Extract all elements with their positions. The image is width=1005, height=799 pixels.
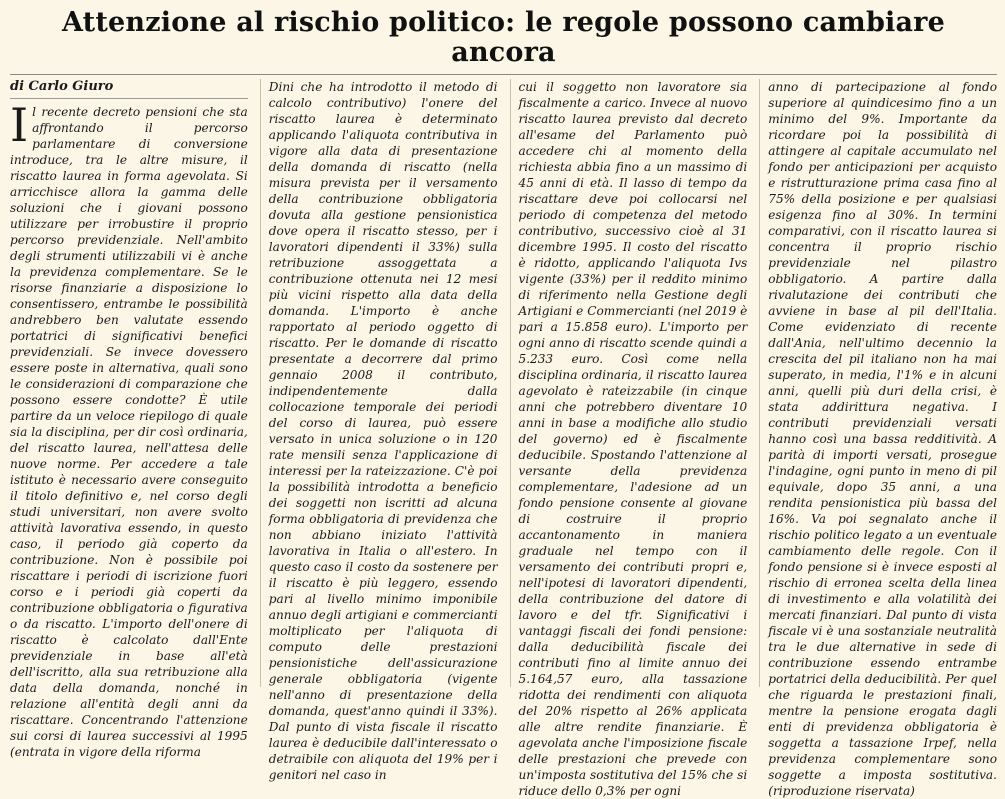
dropcap: I — [10, 98, 29, 152]
column-2-text: Dini che ha introdotto il metodo di calcolo contributivo) l'onere del riscatto laurea è determinato applicando l'aliquota contributiva in vigore alla data di presentazione della domanda di riscatto (nella misura prevista per il versamento della contribuzione obbligatoria dovuta alla gestione pensionistica dove opera il riscatto stesso, per i lavoratori dipendenti il 33%) sulla retribuzione assoggettata a contribuzione ottenuta nei 12 mesi più vicini rispetto alla data della domanda. L'importo è anche rapportato al periodo oggetto di riscatto. Per le domande di riscatto presentate a decorrere dal primo gennaio 2008 il contributo, indipendentemente dalla collocazione temporale dei periodi del corso di laurea, può essere versato in unica soluzione o in 120 rate mensili senza l'applicazione di interessi per la rateizzazione. C'è poi la possibilità introdotta a beneficio dei soggetti non iscritti ad alcuna forma obbligatoria di previdenza che non abbiano iniziato l'attività lavorativa in Italia o all'estero. In questo caso il costo da sostenere per il riscatto è più leggero, essendo pari al livello minimo imponibile annuo degli artigiani e commercianti moltiplicato per l'aliquota di computo delle prestazioni pensionistiche dell'assicurazione generale obbligatoria (vigente nell'anno di presentazione della domanda, quest'anno quindi il 33%). Dal punto di vista fiscale il riscatto laurea è deducibile dall'interessato o detraibile con aliquota del 19% per i genitori nel caso in — [268, 80, 498, 782]
article-body — [10, 74, 997, 798]
headline: Attenzione al rischio politico: le regole possono cambiare ancora — [62, 7, 945, 68]
column-3-text: cui il soggetto non lavoratore sia fiscalmente a carico. Invece al nuovo riscatto laurea previsto dal decreto all'esame del Parlamento può accedere chi al momento della richiesta abbia fino a un massimo di 45 anni di età. Il lasso di tempo da riscattare deve poi collocarsi nel periodo di competenza del metodo contributivo, successivo cioè al 31 dicembre 1995. Il costo del riscatto è ridotto, applicando l'aliquota Ivs vigente (33%) per il reddito minimo di riferimento nella Gestione degli Artigiani e Commercianti (nel 2019 è pari a 15.858 euro). L'importo per ogni anno di riscatto scende quindi a 5.233 euro. Così come nella disciplina ordinaria, il riscatto laurea agevolato è rateizzabile (in cinque anni che potrebbero diventare 10 anni in base a modifiche allo studio del governo) ed è fiscalmente deducibile. Spostando l'attenzione al versante della previdenza complementare, l'adesione ad un fondo pensione consente al giovane di costruire il proprio accantonamento in maniera graduale nel tempo con il versamento dei contributi propri e, nell'ipotesi di lavoratori dipendenti, della contribuzione del datore di lavoro e del tfr. Significativi i vantaggi fiscali dei fondi pensione: dalla deducibilità fiscale dei contributi fino al limite annuo dei 5.164,57 euro, alla tassazione ridotta dei rendimenti con aliquota del 20% rispetto al 26% applicata alle altre rendite finanziarie. È agevolata anche l'imposizione fiscale delle prestazioni che prevede con un'imposta sostitutiva del 15% che si riduce dello 0,3% per ogni — [518, 80, 748, 798]
article-column-2 — [260, 79, 498, 782]
column-text — [10, 98, 248, 760]
column-1-text: l recente decreto pensioni che sta affrontando il percorso parlamentare di conversione introduce, tra le altre misure, il riscatto laurea in forma agevolata. Si arricchisce allora la gamma delle soluzioni che i giovani possono utilizzare per irrobustire il proprio percorso previdenziale. Nell'ambito degli strumenti utilizzabili vi è anche la previdenza complementare. Se le risorse finanziarie a disposizione lo consentissero, entrambe le possibilità andrebbero ben valutate essendo portatrici di significativi benefici previdenziali. Se invece dovessero essere poste in alternativa, quali sono le considerazioni di comparazione che possono essere condotte? È utile partire da un veloce riepilogo di quale sia la disciplina, per dir così ordinaria, del riscatto laurea, nell'attesa delle nuove norme. Per accedere a tale istituto è necessario avere conseguito il titolo definitivo e, nel corso degli studi universitari, non avere svolto attività lavorativa essendo, in questo caso, il periodo già coperto da contribuzione. Non è possibile poi riscattare i periodi di iscrizione fuori corso e i periodi già coperti da contribuzione obbligatoria o figurativa o da riscatto. L'importo dell'onere di riscatto è calcolato dall'Ente previdenziale in base all'età dell'iscritto, alla sua retribuzione alla data della domanda, nonché in relazione all'entità degli anni da riscattare. Concentrando l'attenzione sui corsi di laurea successivi al 1995 (entrata in vigore della riforma — [10, 105, 248, 759]
article-column-1 — [10, 79, 248, 759]
article-column-4 — [759, 79, 997, 798]
byline: di Carlo Giuro — [10, 79, 248, 99]
column-4-text: anno di partecipazione al fondo superiore al quindicesimo fino a un minimo del 9%. Importante da ricordare poi la possibilità di attingere al capitale accumulato nel fondo per anticipazioni per acquisto e ristrutturazione prima casa fino al 75% della posizione e per qualsiasi esigenza fino al 30%. In termini comparativi, con il riscatto laurea si concentra il proprio rischio previdenziale nel pilastro obbligatorio. A partire dalla rivalutazione dei contributi che avviene in base al pil dell'Italia. Come evidenziato di recente dall'Ania, nell'ultimo decennio la crescita del pil italiano non ha mai superato, in media, l'1% e in alcuni anni, quelli più duri della crisi, è stata addirittura negativa. I contributi previdenziali versati hanno così una bassa redditività. A parità di importi versati, prosegue l'indagine, ogni punto in meno di pil equivale, dopo 35 anni, a una rendita pensionistica più bassa del 16%. Va poi segnalato anche il rischio politico legato a un eventuale cambiamento delle regole. Con il fondo pensione si è invece esposti al rischio di erronea scelta della linea di investimento e alla volatilità dei mercati finanziari. Dal punto di vista fiscale vi è una sostanziale neutralità tra le due alternative in sede di contribuzione essendo entrambe portatrici della deducibilità. Per quel che riguarda le prestazioni finali, mentre la pensione erogata dagli enti di previdenza obbligatoria è soggetta a tassazione Irpef, nella previdenza complementare sono soggette a imposta sostitutiva. (riproduzione riservata) — [768, 80, 997, 798]
article-column-3 — [510, 79, 748, 798]
